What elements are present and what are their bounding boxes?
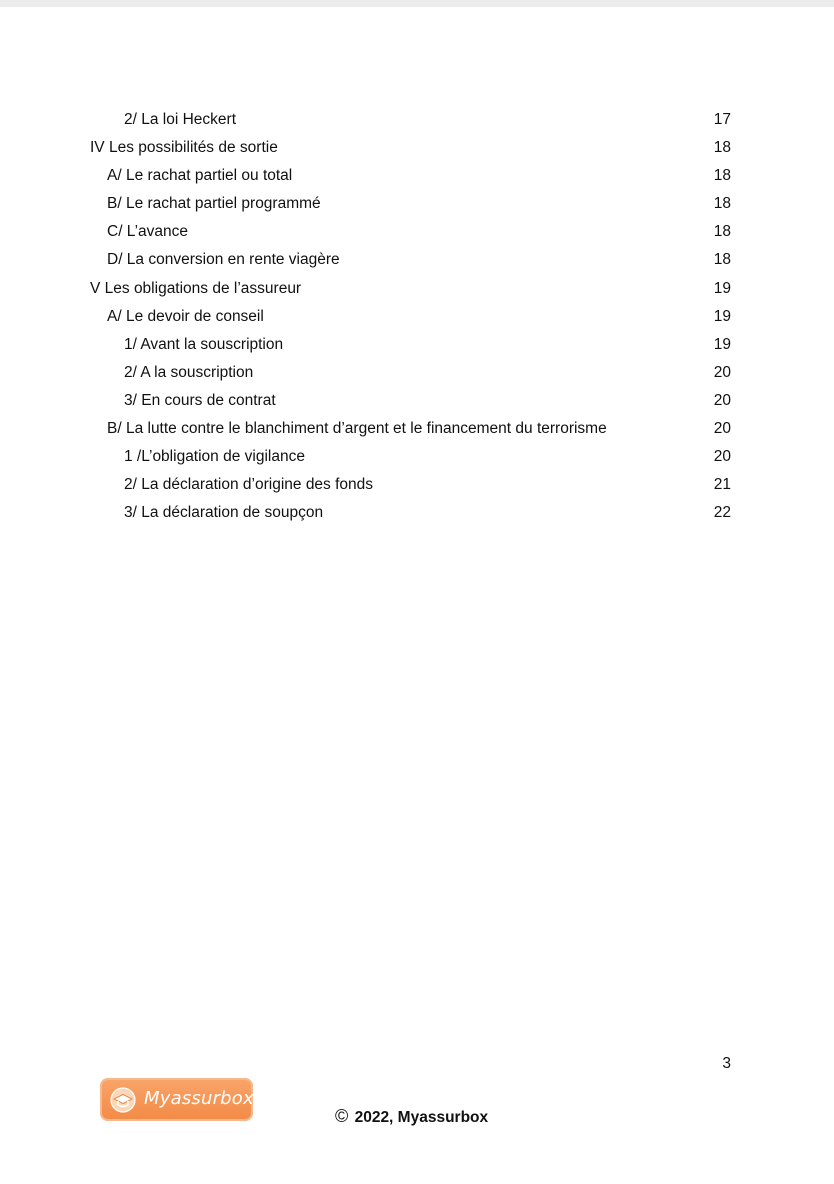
myassurbox-logo	[100, 1078, 253, 1121]
toc-entry-page: 20	[713, 448, 731, 466]
toc-entry-page: 18	[713, 139, 731, 157]
toc-entry-page: 19	[713, 335, 731, 353]
toc-row	[0, 190, 834, 218]
toc-entry-page: 18	[713, 223, 731, 241]
toc-entry-label: 1 /L’obligation de vigilance	[124, 448, 305, 466]
toc-entry-page: 21	[713, 476, 731, 494]
copyright-symbol: ©	[335, 1106, 349, 1126]
toc-entry-label: A/ Le devoir de conseil	[107, 307, 264, 325]
toc-entry-page: 20	[713, 363, 731, 381]
toc-row	[0, 471, 834, 499]
toc-row	[0, 106, 834, 134]
toc-entry-page: 17	[713, 111, 731, 128]
toc-row	[0, 134, 834, 162]
toc-entry-label: A/ Le rachat partiel ou total	[107, 167, 293, 185]
toc-entry-page: 20	[713, 391, 731, 409]
toc-entry-label: 2/ La déclaration d’origine des fonds	[124, 476, 374, 494]
toc-entry-page: 19	[713, 307, 731, 325]
toc-row	[0, 443, 834, 471]
toc-entry-page: 18	[713, 195, 731, 213]
toc-entry-page: 22	[713, 504, 731, 522]
toc-entry-label: 1/ Avant la souscription	[124, 335, 284, 353]
toc-row	[0, 415, 834, 443]
graduation-cap-icon	[110, 1087, 136, 1113]
toc-entry-label: 3/ En cours de contrat	[124, 391, 276, 409]
copyright	[335, 1106, 488, 1127]
toc-row	[0, 359, 834, 387]
toc-entry-label: D/ La conversion en rente viagère	[107, 251, 340, 269]
logo-text: Myassurbox	[144, 1088, 254, 1109]
toc-entry-label: V Les obligations de l’assureur	[90, 279, 302, 297]
toc-row	[0, 387, 834, 415]
toc-row	[0, 246, 834, 274]
toc-entry-page: 19	[713, 279, 731, 297]
toc-entry-label: 3/ La déclaration de soupçon	[124, 504, 324, 522]
top-strip	[0, 0, 834, 7]
toc-entry-label: 2/ La loi Heckert	[124, 111, 236, 128]
toc-row	[0, 275, 834, 303]
toc-row	[0, 162, 834, 190]
copyright-text: 2022, Myassurbox	[354, 1109, 489, 1126]
page-number: 3	[722, 1055, 731, 1072]
toc-entry-page: 18	[713, 251, 731, 269]
table-of-contents	[0, 106, 834, 527]
toc-entry-label: 2/ A la souscription	[124, 363, 254, 381]
toc-row	[0, 303, 834, 331]
toc-entry-label: C/ L’avance	[107, 223, 188, 241]
toc-entry-page: 18	[713, 167, 731, 185]
toc-entry-label: B/ La lutte contre le blanchiment d’argent et le financement du terrorisme	[107, 420, 607, 438]
toc-row	[0, 499, 834, 527]
toc-entry-page: 20	[713, 420, 731, 438]
toc-entry-label: IV Les possibilités de sortie	[90, 139, 278, 157]
toc-row	[0, 218, 834, 246]
toc-row	[0, 331, 834, 359]
toc-entry-label: B/ Le rachat partiel programmé	[107, 195, 321, 213]
